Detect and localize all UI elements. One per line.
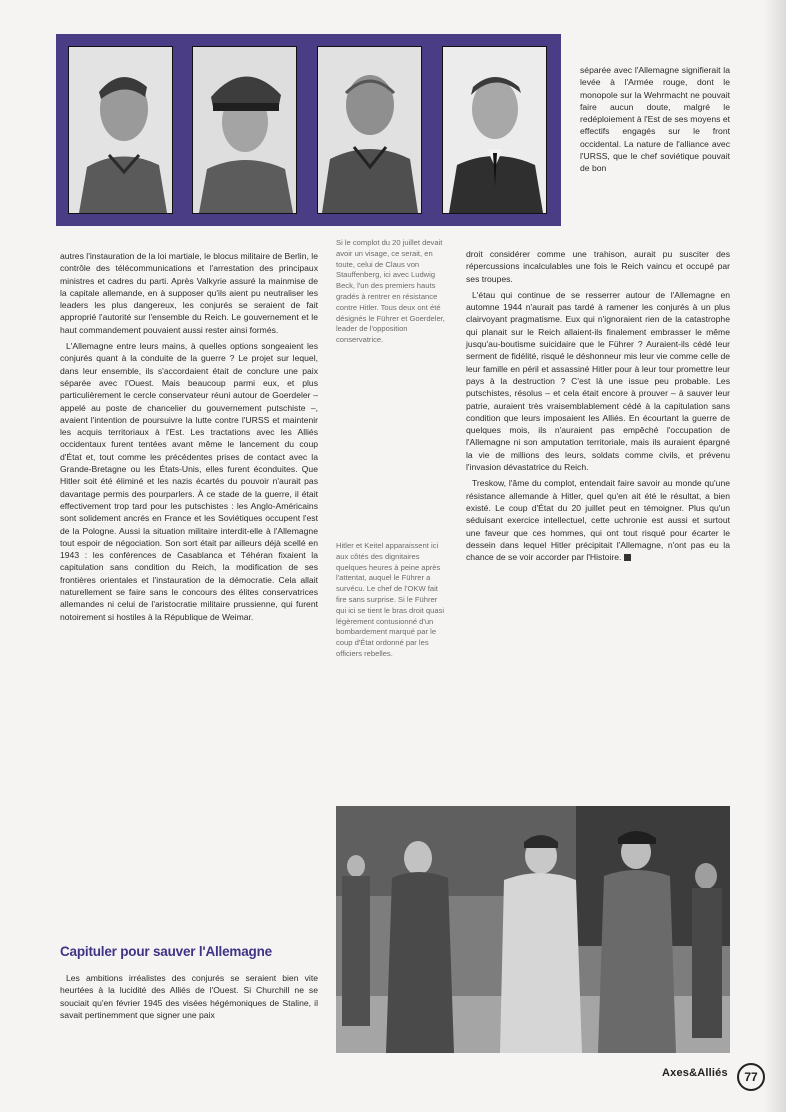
portrait-officer-2 <box>192 46 297 214</box>
portrait-band <box>56 34 561 226</box>
article-column-right <box>466 248 730 567</box>
article-paragraph <box>466 477 730 563</box>
portrait-officer-2-image <box>193 47 296 213</box>
section-heading: Capituler pour sauver l'Allemagne <box>60 944 272 959</box>
end-of-article-mark <box>624 554 631 561</box>
article-column-left <box>60 250 318 627</box>
caption-photo <box>336 541 446 660</box>
article-paragraph: Les ambitions irréalistes des conjurés se seraient bien vite heurtées à la lucidité des Alliés de l'Ouest. Si Churchill ne se souciait qu'en février 1945 des visées hégémoniques de Staline, il savait pertinemment que signer une paix <box>60 973 318 1020</box>
portrait-civilian <box>442 46 547 214</box>
page-edge-shadow <box>764 0 786 1112</box>
caption-portraits <box>336 238 446 346</box>
caption-text: Hitler et Keitel apparaissent ici aux côtés des dignitaires quelques heures à peine après l'attentat, auquel le Führer a survécu. Le chef de l'OKW fait fire sans surprise. Si le Führer qui ici se tient le bras droit quasi légèrement contusionné d'un bombardement marqué par le coup d'État ordonné par les officiers rebelles. <box>336 541 445 658</box>
photo-group <box>336 806 730 1053</box>
portrait-officer-1 <box>68 46 173 214</box>
article-column-right-top <box>580 64 730 179</box>
article-paragraph: L'Allemagne entre leurs mains, à quelles options songeaient les conjurés quant à la conduite de la guerre ? Le projet sur lequel, dans leur ensemble, ils s'accordaient était de conclure une paix séparée avec l'Ouest. Mais beaucoup parmi eux, et plus particulièrement le cercle conservateur réuni autour de Goerdeler – appelé au poste de chancelier du gouvernement putschiste –, avaient l'intention de poursuivre la lutte contre l'URSS et maintenir les acquis territoriaux à l'Est. Les tractations avec les Alliés occidentaux furent tentées avant même le lancement du coup d'État et, tout comme les précédentes prises de contact avec la Grande-Bretagne ou les États-Unis, elles furent éconduites. Que Hitler soit été éliminé et les nazis écartés du pouvoir n'aurait pas davantage permis des pourparlers. À ce stade de la guerre, il était effectivement trop tard pour les putschistes : les Anglo-Américains sont solidement ancrés en France et les Soviétiques occupent l'est de la Pologne. Aussi la situation militaire interdit-elle à l'Allemagne tout espoir de négociation. Son sort était par ailleurs déjà scellé en 1943 : les conférences de Casablanca et Téhéran fixaient la capitulation sans condition du Reich, la modification de ses frontières orientales et l'instauration de la démocratie. Cela allait naturellement se faire sans le concours des élites conservatrices allemandes ni celui de l'aristocratie militaire prussienne, qui furent notoirement si hostiles à la République de Weimar. <box>60 341 318 622</box>
group-photo-image <box>336 806 730 1053</box>
article-paragraph: L'étau qui continue de se resserrer autour de l'Allemagne en automne 1944 n'aurait pas tardé à ramener les conjurés à un plus clairvoyant pragmatisme. Eux qui n'ignoraient rien de la catastrophe qui planait sur le Reich allaient-ils finalement embrasser le même jusqu'au-boutisme suicidaire que le Führer ? Auraient-ils cédé leur serment de fidélité, risqué le déshonneur mis leur vie comme celle de leur famille en péril et assassiné Hitler pour à leur tour promettre leur pays à la destruction ? C'est là une issue peu probable. Les putschistes, résolus – et cela était encore à prouver – à sauver leur patrie, auraient très vraisemblablement cédé à la capitulation sans condition que leurs imposaient les Alliés. En écourtant la guerre de quelques mois, ils n'auraient pas empêché l'occupation de l'Allemagne ni son amputation territoriale, mais ils auraient épargné la vie de millions des leurs, soldats comme civils, et prévenu l'invasion dévastatrice du Reich. <box>466 289 730 473</box>
article-paragraph: séparée avec l'Allemagne signifierait la levée à l'Armée rouge, dont le monopole sur la Wehrmacht ne pouvait faire aucun doute, malgré le redéploiement à l'Est de ses moyens et effectifs engagés sur le front occidental. La nature de l'alliance avec l'URSS, que le chef soviétique pouvait de bon <box>580 65 730 174</box>
portrait-officer-3-image <box>318 47 421 213</box>
portrait-civilian-image <box>443 47 546 213</box>
page-number: 77 <box>737 1063 765 1091</box>
article-paragraph: droit considérer comme une trahison, aurait pu susciter des répercussions incalculables une fois le Reich vaincu et occupé par ses troupes. <box>466 249 730 284</box>
portrait-officer-1-image <box>69 47 172 213</box>
caption-text: Si le complot du 20 juillet devait avoir un visage, ce serait, en toute, celui de Claus von Stauffenberg, ici avec Ludwig Beck, l'un des premiers hauts gradés à rentrer en résistance contre Hitler. Tous deux ont été désignés le Führer et Goerdeler, leader de l'opposition conservatrice. <box>336 238 445 345</box>
article-paragraph-text: Treskow, l'âme du complot, entendait faire savoir au monde qu'une résistance allemande à Hitler, quel qu'en ait été le résultat, a bien existé. Le coup d'État du 20 juillet peut en témoigner. Plus qu'un séduisant exercice intellectuel, cette uchronie est aussi et surtout une faveur que ces hommes, qui ont tout risqué pour écarter le dessein dans lequel Hitler précipitait l'Allemagne, n'ont pas eu la chance de se voir accorder par l'Histoire. <box>466 478 730 563</box>
article-paragraph: autres l'instauration de la loi martiale, le blocus militaire de Berlin, le contrôle des télécommunications et l'arrestation des principaux ministres et cadres du parti. Après Valkyrie assuré la mainmise de la capitale allemande, en à supposer qu'ils aient pu neutraliser les leaders les plus dangereux, les conjurés se seraient de fait approprié l'autorité sur l'ensemble du Reich. Le gouvernement et le haut commandement pouvaient aussi rester ainsi formés. <box>60 251 318 335</box>
article-column-left-bottom <box>60 972 318 1025</box>
portrait-officer-3 <box>317 46 422 214</box>
magazine-brand: Axes&Alliés <box>662 1067 728 1079</box>
